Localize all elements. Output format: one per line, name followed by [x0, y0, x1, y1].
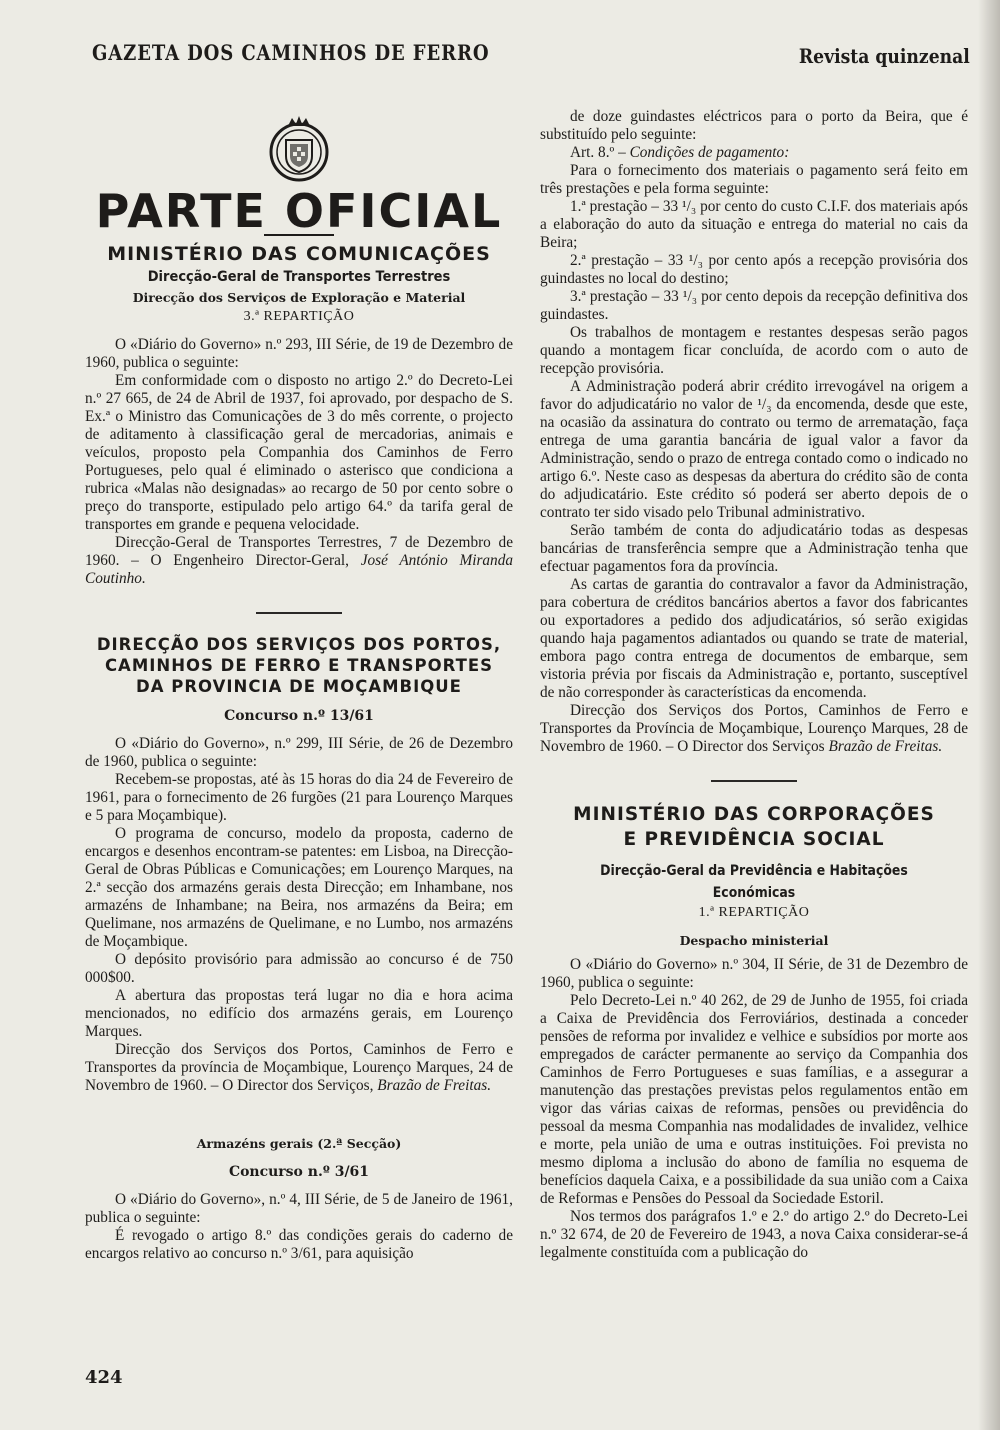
paragraph: 2.ª prestação – 33 ¹/₃ por cento após a recepção provisória dos guindastes no local do destino; [540, 252, 968, 287]
journal-subtitle: Revista quinzenal [799, 44, 970, 68]
section-separator [256, 612, 342, 614]
section-title-line: DA PROVINCIA DE MOÇAMBIQUE [136, 677, 462, 696]
coat-of-arms-icon [266, 114, 332, 184]
paragraph: O depósito provisório para admissão ao concurso é de 750 000$00. [85, 951, 513, 986]
repartition-label: 3.ª REPARTIÇÃO [243, 309, 355, 324]
right-column [540, 108, 968, 1262]
armazens-heading: Armazéns gerais (2.ª Secção) [196, 1136, 402, 1151]
ministry-title-line: MINISTÉRIO DAS CORPORAÇÕES [573, 804, 935, 825]
page-number: 424 [85, 1367, 123, 1388]
section-title-line: CAMINHOS DE FERRO E TRANSPORTES [104, 656, 494, 675]
paragraph: O programa de concurso, modelo da proposta, caderno de encargos e desenhos encontram-se patentes: em Lisboa, na Direcção-Geral de Obras Públicas e Comunicações; em Lourenço Marques, na 2.ª secção dos armazéns gerais desta Direcção; em Inhambane, nos armazéns de Inhambane; na Beira, nos armazéns da Beira; em Quelimane, nos armazéns de Quelimane, e no Lumbo, nos armazéns de Moçambique. [85, 825, 513, 950]
running-header [92, 40, 970, 76]
ministry-title [540, 802, 968, 852]
section-title-line: DIRECÇÃO DOS SERVIÇOS DOS PORTOS, [96, 635, 502, 654]
paragraph: Os trabalhos de montagem e restantes despesas serão pagos quando a montagem ficar concluída, de acordo com o auto de recepção provisória. [540, 324, 968, 377]
paragraph: Para o fornecimento dos materiais o pagamento será feito em três prestações e pela forma seguinte: [540, 162, 968, 197]
section-title [85, 634, 513, 697]
signature-text: Direcção dos Serviços dos Portos, Caminhos de Ferro e Transportes da província de Moçambique, Lourenço Marques, 24 de Novembro de 1960. – O Director dos Serviços, [85, 1041, 513, 1094]
paragraph: de doze guindastes eléctricos para o porto da Beira, que é substituído pelo seguinte: [540, 108, 968, 143]
ministry-title: MINISTÉRIO DAS COMUNICAÇÕES [107, 243, 491, 265]
paragraph: O «Diário do Governo» n.º 293, III Série, de 19 de Dezembro de 1960, publica o seguinte: [85, 336, 513, 371]
article-title: Condições de pagamento: [629, 144, 790, 161]
despacho-heading: Despacho ministerial [679, 933, 829, 948]
paragraph: A Administração poderá abrir crédito irrevogável na origem a favor do adjudicatário no valor de ¹/₃ da encomenda, desde que este, na ocasião da assinatura do contrato ou termo de arrematação, faça entrega de uma garantia bancária de igual valor a favor da Administração, sendo o prazo de entrega contado como o indicado no artigo 6.º. Neste caso as despesas da abertura do crédito são de conta do adjudicatário. Este crédito só poderá ser aberto depois de o contrato ter sido visado pelo Tribunal administrativo. [540, 378, 968, 521]
signature-text: Direcção-Geral de Transportes Terrestres, 7 de Dezembro de 1960. – O Engenheiro Director-Geral, [85, 534, 513, 569]
signature-paragraph [85, 534, 513, 588]
paragraph: A abertura das propostas terá lugar no dia e hora acima mencionados, no edifício dos armazéns gerais, em Lourenço Marques. [85, 987, 513, 1040]
signature-text: Direcção dos Serviços dos Portos, Caminhos de Ferro e Transportes da Província de Moçambique, Lourenço Marques, 28 de Novembro de 1960. – O Director dos Serviços [540, 702, 968, 755]
spacer [85, 1095, 513, 1125]
signature-paragraph [540, 702, 968, 756]
paragraph: Serão também de conta do adjudicatário todas as despesas bancárias de transferência sempre que a Administração tenha que efectuar pagamentos fora da província. [540, 522, 968, 575]
paragraph: As cartas de garantia do contravalor a favor da Administração, para cobertura de créditos bancários abertos a favor dos fabricantes ou exportadores a pedido dos adjudicatários, só serão exigidas quando haja pagamentos adiantados ou quando se trate de material, embora pago contra entrega de documentos de embarque, sem vistoria prévia por fiscais da Administração e, portanto, susceptível de não corresponder às características da encomenda. [540, 576, 968, 701]
paragraph: Recebem-se propostas, até às 15 horas do dia 24 de Fevereiro de 1961, para o fornecimento de 26 furgões (21 para Lourenço Marques e 5 para Moçambique). [85, 771, 513, 824]
journal-title: GAZETA DOS CAMINHOS DE FERRO [92, 40, 490, 65]
ministry-title-line: E PREVIDÊNCIA SOCIAL [623, 829, 885, 850]
signature-name: Brazão de Freitas. [828, 738, 943, 755]
page-edge-shadow [978, 0, 1000, 1430]
article-label: Art. 8.º – [570, 144, 630, 161]
signature-name: José António Miranda Coutinho. [85, 552, 513, 587]
paragraph: O «Diário do Governo», n.º 4, III Série, de 5 de Janeiro de 1961, publica o seguinte: [85, 1191, 513, 1226]
parte-oficial-banner: PARTE OFICIAL [95, 184, 503, 238]
directorate-title: Direcção-Geral da Previdência e Habitações Económicas [600, 863, 908, 901]
paragraph: 3.ª prestação – 33 ¹/₃ por cento depois da recepção definitiva dos guindastes. [540, 288, 968, 323]
services-title: Direcção dos Serviços de Exploração e Material [132, 290, 466, 305]
paragraph: É revogado o artigo 8.º das condições gerais do caderno de encargos relativo ao concurso n.º 3/61, para aquisição [85, 1227, 513, 1262]
concurso-heading: Concurso n.º 3/61 [228, 1164, 370, 1180]
paragraph: Nos termos dos parágrafos 1.º e 2.º do artigo 2.º do Decreto-Lei n.º 32 674, de 20 de Fevereiro de 1943, a nova Caixa considerar-se-á legalmente constituída com a publicação do [540, 1208, 968, 1261]
paragraph: 1.ª prestação – 33 ¹/₃ por cento do custo C.I.F. dos materiais após a elaboração do auto da situação e entrega do material no cais da Beira; [540, 198, 968, 251]
paragraph: O «Diário do Governo» n.º 304, II Série, de 31 de Dezembro de 1960, publica o seguinte: [540, 956, 968, 991]
signature-paragraph [85, 1041, 513, 1095]
concurso-heading: Concurso n.º 13/61 [224, 708, 374, 724]
section-separator [711, 780, 797, 782]
repartition-label: 1.ª REPARTIÇÃO [698, 905, 810, 920]
paragraph: Pelo Decreto-Lei n.º 40 262, de 29 de Junho de 1955, foi criada a Caixa de Previdência dos Ferroviários, destinada a conceder pensões de reforma por invalidez e velhice e subsídios por morte aos empregados de carácter permanente ao serviço da Companhia dos Caminhos de Ferro Portugueses e suas famílias, e a assegurar a manutenção das prestações previstas pelos regulamentos então em vigor das várias caixas de reformas, pensões ou previdência do pessoal da mesma Companhia nas modalidades de invalidez, velhice e morte, pela união de uma e outras instituições. Foi prevista no mesmo diploma a inclusão do abono de família no esquema de benefícios daquela Caixa, e a possibilidade da sua união com a Caixa de Reformas e Pensões do Pessoal da Sociedade Estoril. [540, 992, 968, 1207]
signature-name: Brazão de Freitas. [377, 1077, 492, 1094]
article-heading [540, 144, 968, 162]
paragraph: O «Diário do Governo», n.º 299, III Série, de 26 de Dezembro de 1960, publica o seguinte: [85, 735, 513, 770]
directorate-title: Direcção-Geral de Transportes Terrestres [147, 269, 451, 285]
left-column [85, 108, 513, 1263]
paragraph: Em conformidade com o disposto no artigo 2.º do Decreto-Lei n.º 27 665, de 24 de Abril de 1937, foi aprovado, por despacho de S. Ex.ª o Ministro das Comunicações de 3 do mês corrente, o projecto de aditamento à classificação geral de mercadorias, animais e veículos, proposto pela Companhia dos Caminhos de Ferro Portugueses, pelo qual é eliminado o asterisco que condiciona a rubrica «Malas não designadas» ao recargo de 50 por cento sobre o preço do transporte, estipulado pelo artigo 64.º da tarifa geral de transportes em grande e pequena velocidade. [85, 372, 513, 533]
